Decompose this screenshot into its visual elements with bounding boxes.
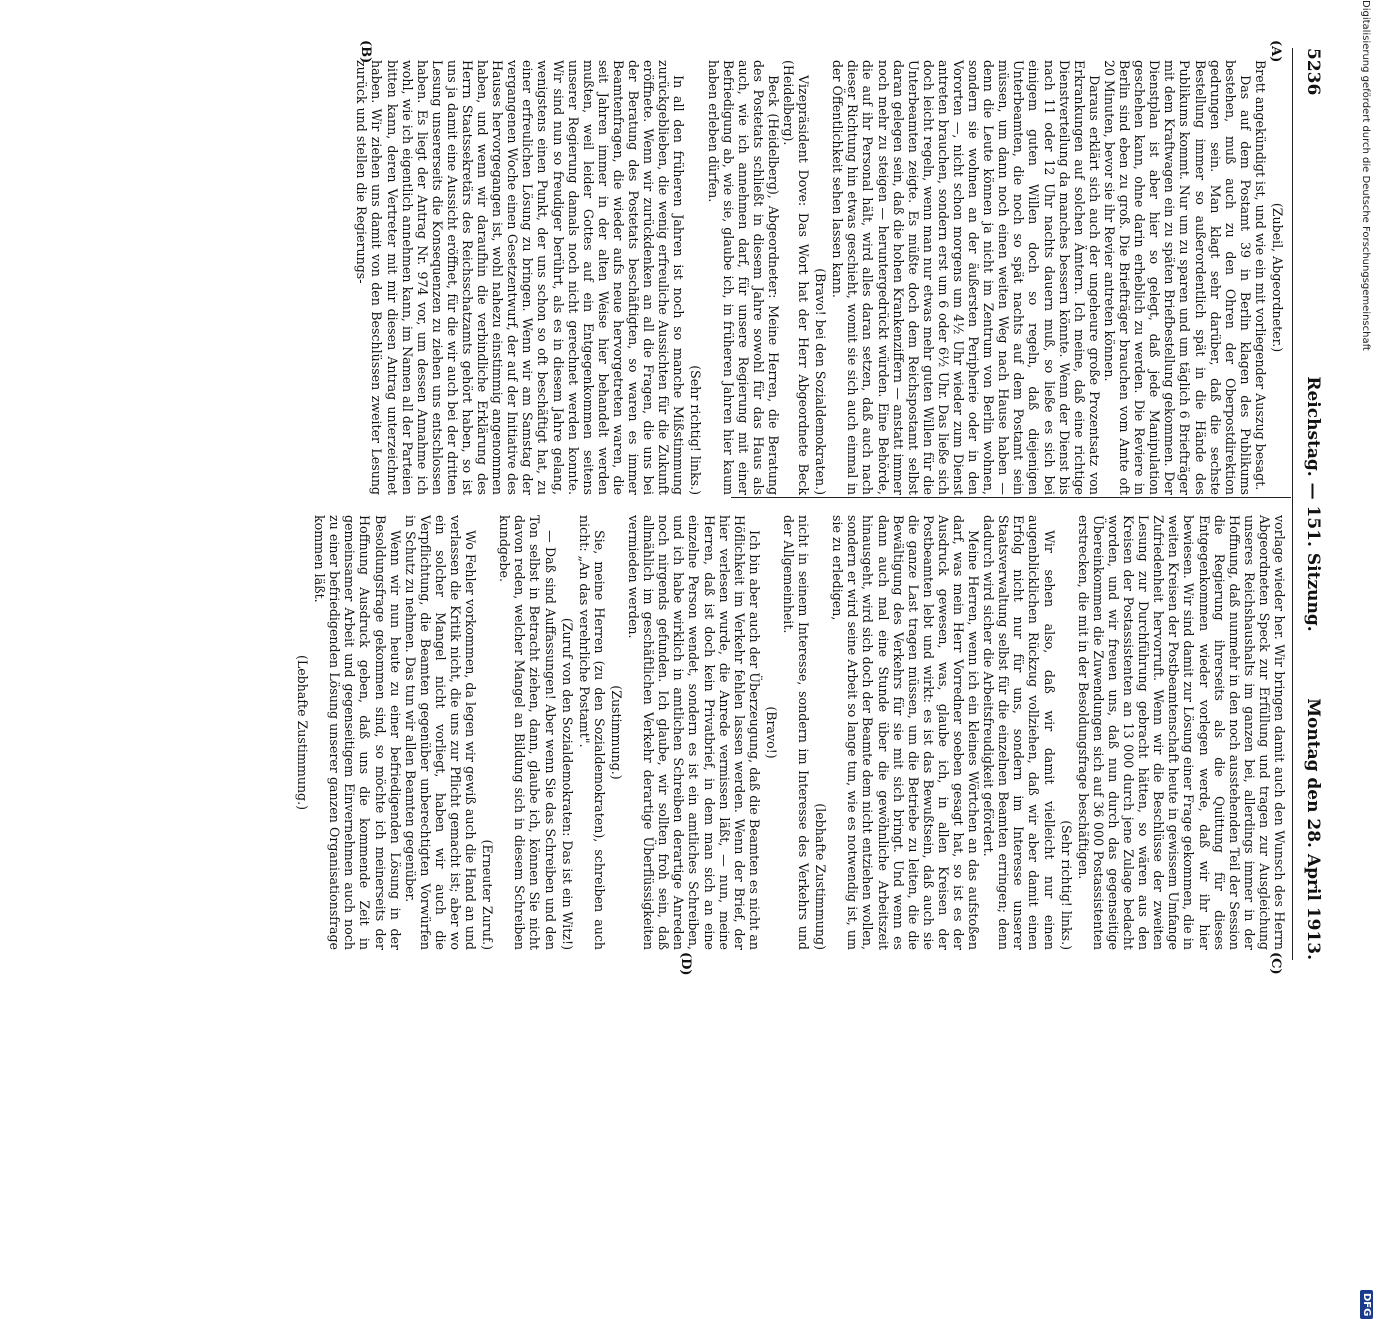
page-number: 5236 — [1303, 48, 1323, 96]
dfg-logo: DFG — [1360, 1290, 1373, 1319]
paragraph: nicht in seinem Interesse, sondern im Interesse des Verkehrs und der Allgemeinheit. — [781, 515, 812, 950]
interjection: (lebhafte Zustimmung) — [813, 803, 829, 950]
paragraph: Daraus erklärt sich auch der ungeheure große Prozentsatz von Erkrankungen auf solchen Ämtern. Ich meine, daß eine richtige Dienstverteilung da manches bessern könnte. Wenn der Dienst bis nach 11 oder 12 Uhr nachts dauern muß, so ließe es sich bei einigem guten Willen doch so regeln, daß diejenigen Unterbeamten, die noch so spät nachts auf dem Postamt sein müssen, um dann noch einen weiten Weg nach Hause haben — denn die Leute können ja nicht im Zentrum von Berlin wohnen, sondern sie wohnen an der äußersten Peripherie oder in den Vororten —, nicht schon morgens um 4½ Uhr wieder zum Dienst antreten brauchen, sondern erst um 6 oder 6½ Uhr. Das ließe sich doch leicht regeln, wenn man nur etwas mehr guten Willen für die Unterbeamten zeigte. Es müßte doch dem Reichspostamt selbst daran gelegen sein, daß die hohen Krankenziffern — anstatt immer noch mehr zu steigen — heruntergedrückt würden. Eine Behörde, die auf ihr Personal hält, wird alles daran setzen, daß auch nach dieser Richtung hin etwas geschieht, womit sie sich auch einmal in der Öffentlichkeit sehen lassen kann. — [830, 60, 1102, 495]
digitization-text: Digitalisierung gefördert durch die Deutsche Forschungsgemeinschaft — [1360, 0, 1371, 351]
paragraph: Wir sehen also, daß wir damit vielleicht nur einen augenblicklichen Rückzug vollziehen, daß wir aber damit einen Erfolg nicht nur für uns, sondern im Interesse unserer Staatsverwaltung selbst für die einzelnen Beamten erringen; denn dadurch wird sicher die Arbeitsfreudigkeit gefördert. — [981, 515, 1057, 950]
left-column — [354, 60, 1287, 495]
interjection: (Erneuter Zuruf.) — [480, 839, 496, 950]
interjection: (Zustimmung.) — [608, 685, 624, 780]
margin-label-a: (A) — [1268, 40, 1283, 63]
header-title: Reichstag. — 151. Sitzung. — [1303, 376, 1323, 632]
column-divider — [731, 497, 1291, 498]
digitization-note — [1360, 0, 1371, 351]
paragraph: Meine Herren, wenn ich ein kleines Wörtchen an das aufstoßen darf, was mein Herr Vorredner soeben gesagt hat, so ist es der Ausdruck gewesen, was, glaube ich, in allen Kreisen der Postbeamten lebt und wirkt: es ist das Bewußtsein, daß auch sie die ganze Last tragen müssen, um die Betriebe zu leiten, die die Bewältigung des Verkehrs für sie mit sich bringt. Und wenn es dann auch mal eine Stunde über die gewöhnliche Arbeitszeit hinausgeht, wird sich doch der Beamte dem nicht entziehen wollen, sondern er wird seine Arbeit so lange tun, wie es notwendig ist, um sie zu erledigen, — [830, 515, 982, 950]
interjection: (Lebhafte Zustimmung.) — [295, 654, 311, 811]
header-rule — [1292, 48, 1293, 960]
paragraph: Wo Fehler vorkommen, da legen wir gewiß auch die Hand an und verlassen die Kritik nicht, die uns zur Pflicht gemacht ist; aber wo ein solcher Mangel nicht vorliegt, haben wir auch die Verpflichtung, die Beamten gegenüber unberechtigten Vorwürfen in Schutz zu nehmen. Das tun wir allen Beamten gegenüber. — [402, 515, 479, 950]
paragraph: Beck (Heidelberg), Abgeordneter: Meine Herren, die Beratung des Postetats schließt in diesem Jahre sowohl für das Haus als auch, wie ich annehmen darf, für unsere Regierung mit einer Befriedigung ab, wie sie, glaube ich, in früheren Jahren hier kaum haben erleben dürfen. — [705, 60, 781, 495]
paragraph: Ich bin aber auch der Überzeugung, daß die Beamten es nicht an Höflichkeit im Verkehr fehlen lassen werden. Wenn der Brief, der hier verlesen wurde, die Anrede vermissen läßt, — nun, meine Herren, daß ist doch kein Privatbrief, in dem man sich an eine einzelne Person wendet, sondern es ist ein amtliches Schreiben, und ich habe wirklich in amtlichen Schreiben derartige Anreden noch nirgends gefunden. Ich glaube, wir sollten froh sein, daß allmählich im geschäftlichen Verkehr derartige Überflüssigkeiten vermieden werden. — [626, 515, 762, 950]
interjection: (Bravo!) — [763, 706, 779, 759]
paragraph: In all den früheren Jahren ist noch so manche Mißstimmung zurückgeblieben, die wenig erfreuliche Aussichten für die Zukunft eröffnete. Wenn wir zurückdenken an all die Fragen, die uns bei der Beratung des Postetats beschäftigten, so waren es immer Beamtenfragen, die wieder aufs neue hervorgetreten waren, die seit Jahren immer in der alten Weise hier behandelt werden mußten, weil leider Gottes auf ein Entgegenkommen seitens unserer Regierung damals noch nicht gerechnet werden konnte. Wir sind nun so freudiger berührt, als es in diesem Jahre gelang, wenigstens einen Punkt, der uns schon so oft beschäftigt hat, zu einer erfreulichen Lösung zu bringen. Wenn wir am Samstag der vergangenen Woche einen Gesetzentwurf, der auf der Initiative des Hauses hervorgegangen ist, wohl nahezu einstimmig angenommen haben, und wenn wir daraufhin die verbindliche Erklärung des Herrn Staatssekretärs des Reichsschatzamts gehört haben, so ist uns ja damit eine Aussicht eröffnet, für die wir auch bei der dritten Lesung unsererseits die Konsequenzen zu ziehen uns entschlossen haben. Es liegt der Antrag Nr. 974 vor, um dessen Annahme ich wohl, wie ich eigentlich annehmen kann, im Namen all der Parteien bitten kann, deren Vertreter mit mir diesen Antrag unterzeichnet haben. Wir ziehen uns damit von den Beschlüssen zweiter Lesung zurück und stellen die Regierungs- — [354, 60, 687, 495]
margin-label-d: (D) — [678, 952, 693, 976]
paragraph: Das auf dem Postamt 39 in Berlin klagen des Publikums bestehen, muß auch zu den Ohren der Oberpostdirektion gedrungen sein. Man klagt sehr darüber, daß die sechste Bestellung immer so außerordentlich spät in die Hände des Publikums kommt. Nur um zu sparen und um täglich 6 Briefträger mit dem Kraftwagen ein zu späten Briefbestellung gekommen. Der Dienstplan ist aber hier so gelegt, daß jede Manipulation geschehen kann, ohne darin erheblich zu werden. Die Reviere in Berlin sind eben zu groß. Die Briefträger brauchen vom Amte oft 20 Minuten, bevor sie ihr Revier antreten können. — [1101, 60, 1253, 495]
interjection: (Bravo! bei den Sozialdemokraten.) — [813, 268, 829, 495]
margin-label-c: (C) — [1268, 952, 1283, 975]
paragraph: vorlage wieder her. Wir bringen damit auch den Wunsch des Herrn Abgeordneten Speck zur Erfüllung und tragen zur Ausgleichung unseres Reichshaushalts im ganzen bei, allerdings immer in der Hoffnung, daß nunmehr in den noch ausstehenden Teil der Session die Regierung ihrerseits als die Quittung für dieses Entgegenkommen wieder vorlegen werde, daß wir ihr hier bewiesen. Wir sind damit zur Lösung einer Frage gekommen, die in weiten Kreisen der Postbeamtenschaft heute in gewissem Umfange Zufriedenheit hervorruft. Wenn wir die Beschlüsse der zweiten Lesung zur Durchführung gebracht hätten, so wären aus den Kreisen der Postassistenten an 13 000 durch jene Zulage bedacht worden, und wir freuen uns, daß nun durch das gegenseitige Übereinkommen die Zuwendungen sich auf 36 000 Postassistenten erstrecken, die mit in der Besoldungsfrage beschäftigen. — [1075, 515, 1287, 950]
interjection: (Sehr richtig! links.) — [688, 365, 704, 495]
interjection: (Zuruf von den Sozialdemokraten: Das ist ein Witz!) — [559, 617, 575, 950]
margin-label-b: (B) — [358, 40, 373, 64]
page-header — [1297, 48, 1323, 960]
interjection: (Sehr richtig! links.) — [1058, 820, 1074, 950]
paragraph: — Daß sind Auffassungen! Aber wenn Sie das Schreiben und den Ton selbst in Betracht ziehen, dann, glaube ich, können Sie nicht davon reden, welcher Mangel an Bildung sich in diesem Schreiben kundgebe. — [497, 515, 558, 950]
header-date: Montag den 28. April 1913. — [1303, 698, 1323, 960]
paragraph: Sie, meine Herren (zu den Sozialdemokraten), schreiben auch nicht: „An das verehrliche Postamt". — [576, 515, 607, 950]
paragraph: Brett angekündigt ist, und wie ein mit vorliegender Auszug besagt. — [1252, 60, 1268, 491]
speaker-note: (Zubeil, Abgeordneter.) — [1270, 202, 1285, 353]
paragraph: Vizepräsident Dove: Das Wort hat der Herr Abgeordnete Beck (Heidelberg). — [781, 60, 812, 495]
right-column — [293, 515, 1287, 950]
paragraph: Wenn wir nun heute zu einer befriedigenden Lösung in der Besoldungsfrage gekommen sind, so möchte ich meinerseits der Hoffnung Ausdruck geben, daß uns die kommende Zeit in gemeinsamer Arbeit und gegenseitigem Einvernehmen auch noch zu einer befriedigenden Lösung unserer ganzen Organisationsfrage kommen läßt. — [312, 515, 403, 950]
